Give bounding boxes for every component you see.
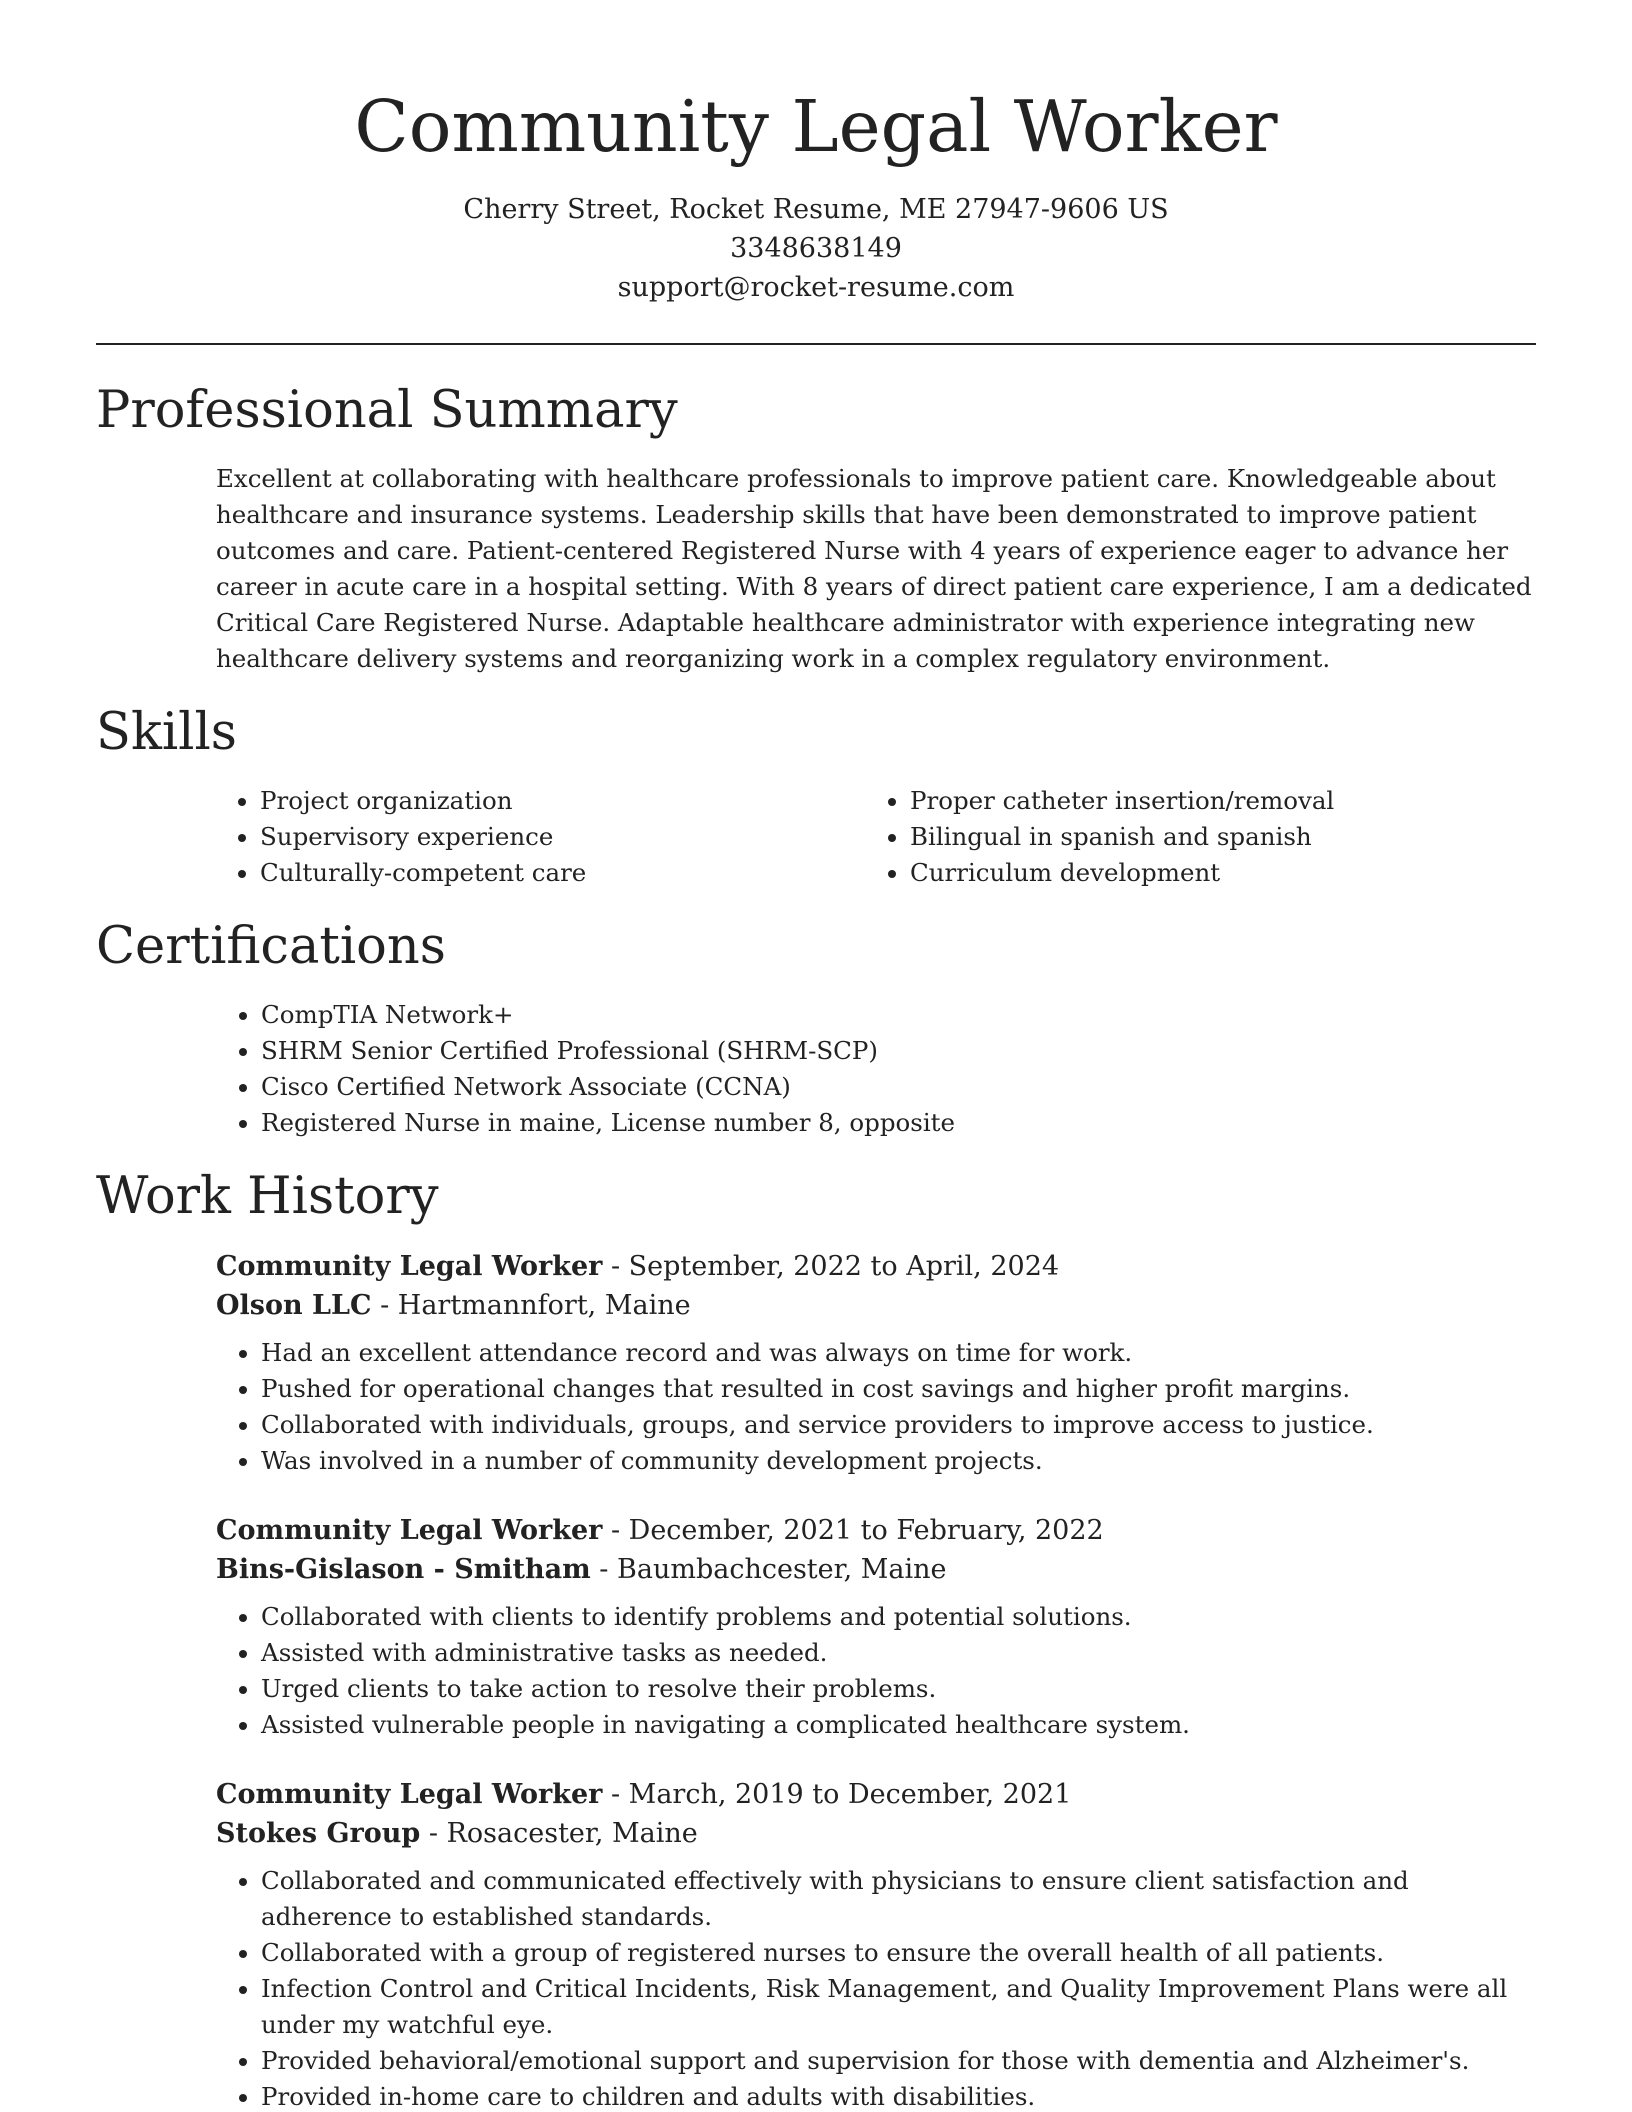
- job-company-line: Bins-Gislason - Smitham - Baumbachcester, Maine: [216, 1554, 947, 1585]
- job-title: Community Legal Worker: [216, 1251, 603, 1282]
- certifications-heading: Certifications: [96, 917, 446, 976]
- job-location: Hartmannfort, Maine: [397, 1290, 691, 1321]
- candidate-name: Community Legal Worker: [354, 85, 1278, 168]
- contact-block: [0, 190, 1632, 307]
- skill-item: • Supervisory experience: [260, 819, 910, 855]
- skills-list-right: [910, 783, 1334, 891]
- skill-item: • Proper catheter insertion/removal: [910, 783, 1334, 819]
- job-bullet: • Collaborated with clients to identify problems and potential solutions.: [261, 1599, 1536, 1635]
- email: support@rocket-resume.com: [617, 272, 1015, 303]
- job-entry: [96, 1775, 1536, 2112]
- job-company-line: Olson LLC - Hartmannfort, Maine: [216, 1290, 691, 1321]
- job-bullet: • Provided in-home care to children and adults with disabilities.: [261, 2079, 1536, 2112]
- skill-item: • Curriculum development: [910, 855, 1334, 891]
- certification-item: • Registered Nurse in maine, License number 8, opposite: [261, 1105, 1536, 1141]
- job-entry: [96, 1247, 1536, 1479]
- job-location: Baumbachcester, Maine: [617, 1554, 947, 1585]
- job-title-line: Community Legal Worker - September, 2022 to April, 2024: [216, 1251, 1060, 1282]
- summary-heading: Professional Summary: [96, 381, 678, 440]
- job-bullet: • Provided behavioral/emotional support and supervision for those with dementia and Alzheimer's.: [261, 2043, 1536, 2079]
- job-company: Stokes Group: [216, 1818, 421, 1849]
- job-bullet: • Urged clients to take action to resolve their problems.: [261, 1671, 1536, 1707]
- job-entry: [96, 1511, 1536, 1743]
- certifications-section: [96, 915, 1536, 1141]
- certification-item: • CompTIA Network+: [261, 997, 1536, 1033]
- job-location: Rosacester, Maine: [446, 1818, 698, 1849]
- skills-section: [96, 701, 1536, 891]
- job-bullet: • Assisted with administrative tasks as needed.: [261, 1635, 1536, 1671]
- job-title: Community Legal Worker: [216, 1779, 603, 1810]
- summary-section: [96, 379, 1536, 677]
- job-dates: March, 2019 to December, 2021: [628, 1779, 1072, 1810]
- certifications-list: [96, 997, 1536, 1141]
- job-dates: September, 2022 to April, 2024: [628, 1251, 1060, 1282]
- job-company: Olson LLC: [216, 1290, 372, 1321]
- job-company: Bins-Gislason - Smitham: [216, 1554, 591, 1585]
- job-bullet: • Pushed for operational changes that resulted in cost savings and higher profit margins.: [261, 1371, 1536, 1407]
- certification-item: • Cisco Certified Network Associate (CCNA): [261, 1069, 1536, 1105]
- job-title-line: Community Legal Worker - December, 2021 to February, 2022: [216, 1515, 1104, 1546]
- job-bullet: • Collaborated with individuals, groups, and service providers to improve access to justice.: [261, 1407, 1536, 1443]
- address: Cherry Street, Rocket Resume, ME 27947-9606 US: [463, 194, 1169, 225]
- job-bullet: • Collaborated with a group of registered nurses to ensure the overall health of all patients.: [261, 1935, 1536, 1971]
- job-bullet: • Was involved in a number of community development projects.: [261, 1443, 1536, 1479]
- skill-item: • Bilingual in spanish and spanish: [910, 819, 1334, 855]
- header-divider: [96, 343, 1536, 345]
- job-bullet: • Assisted vulnerable people in navigating a complicated healthcare system.: [261, 1707, 1536, 1743]
- skill-item: • Project organization: [260, 783, 910, 819]
- job-title: Community Legal Worker: [216, 1515, 603, 1546]
- skills-grid: [96, 783, 1536, 891]
- job-company-line: Stokes Group - Rosacester, Maine: [216, 1818, 698, 1849]
- skills-list-left: [96, 783, 910, 891]
- work-history-heading: Work History: [96, 1167, 439, 1226]
- job-bullets: [96, 1335, 1536, 1479]
- job-bullet: • Had an excellent attendance record and was always on time for work.: [261, 1335, 1536, 1371]
- resume-header: [0, 0, 1632, 307]
- skill-item: • Culturally-competent care: [260, 855, 910, 891]
- skills-heading: Skills: [96, 703, 237, 762]
- job-title-line: Community Legal Worker - March, 2019 to December, 2021: [216, 1779, 1072, 1810]
- job-bullet: • Collaborated and communicated effectively with physicians to ensure client satisfaction and adherence to established standards.: [261, 1863, 1536, 1935]
- certification-item: • SHRM Senior Certified Professional (SHRM-SCP): [261, 1033, 1536, 1069]
- job-bullet: • Infection Control and Critical Incidents, Risk Management, and Quality Improvement Plans were all under my watchful eye.: [261, 1971, 1536, 2043]
- job-bullets: [96, 1863, 1536, 2112]
- work-history-section: [96, 1165, 1536, 2112]
- job-bullets: [96, 1599, 1536, 1743]
- job-dates: December, 2021 to February, 2022: [628, 1515, 1104, 1546]
- phone: 3348638149: [730, 233, 902, 264]
- summary-text: Excellent at collaborating with healthcare professionals to improve patient care. Knowledgeable about healthcare and insurance systems. Leadership skills that have been demonstrated to improve patient outcomes and care. Patient-centered Registered Nurse with 4 years of experience eager to advance her career in acute care in a hospital setting. With 8 years of direct patient care experience, I am a dedicated Critical Care Registered Nurse. Adaptable healthcare administrator with experience integrating new healthcare delivery systems and reorganizing work in a complex regulatory environment.: [216, 464, 1532, 673]
